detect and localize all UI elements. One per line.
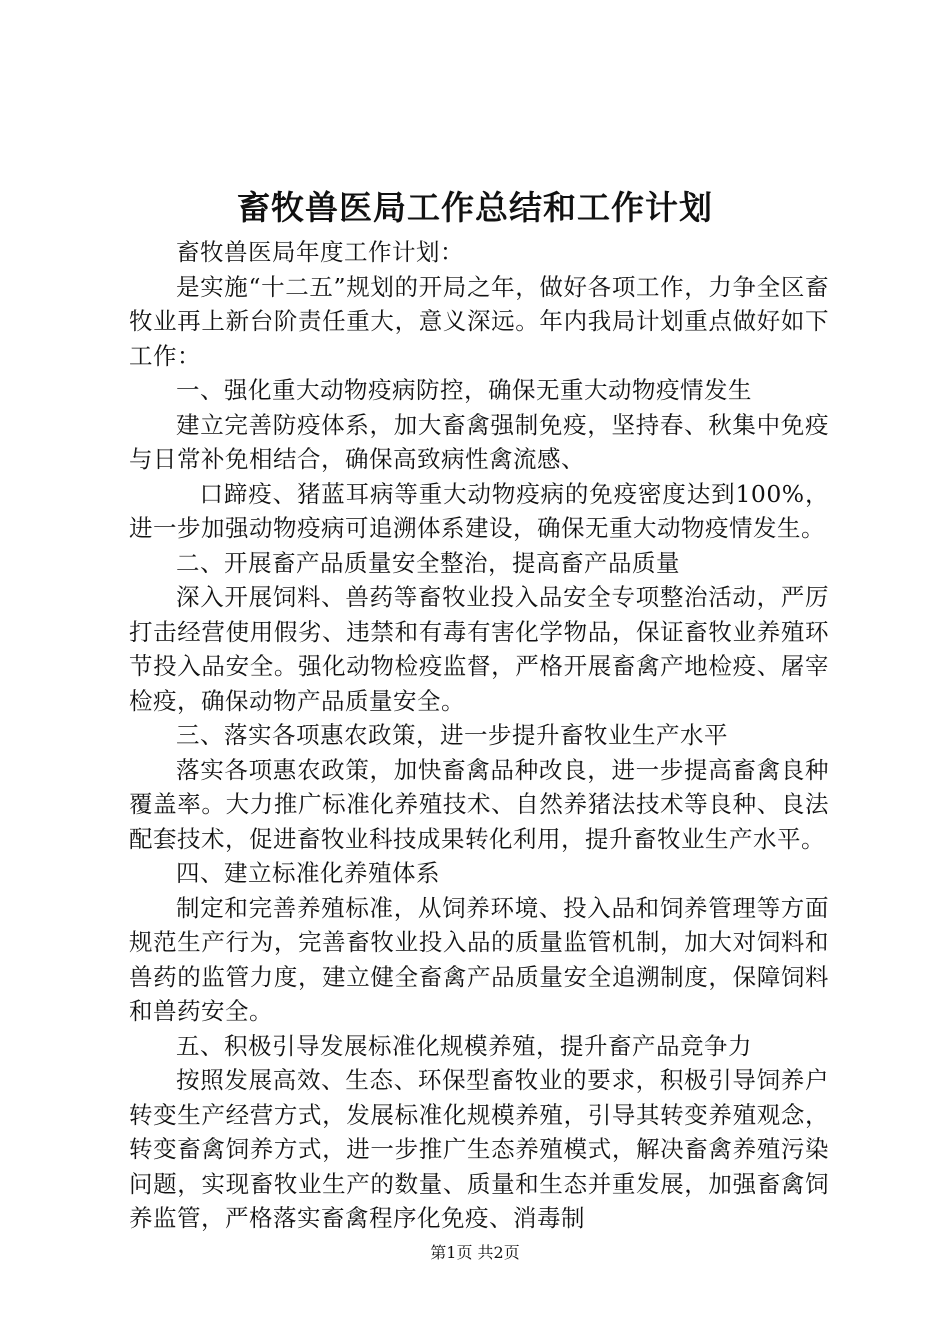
paragraph-section-1b: 口蹄疫、猪蓝耳病等重大动物疫病的免疫密度达到100%，进一步加强动物疫病可追溯体系建设，确保无重大动物疫情发生。 <box>129 479 829 542</box>
paragraph-section-1a: 建立完善防疫体系，加大畜禽强制免疫，坚持春、秋集中免疫与日常补免相结合，确保高致病性禽流感、 <box>129 410 829 473</box>
paragraph-intro: 畜牧兽医局年度工作计划： <box>176 238 464 266</box>
section-heading-3: 三、落实各项惠农政策，进一步提升畜牧业生产水平 <box>176 721 728 749</box>
paragraph-section-3: 落实各项惠农政策，加快畜禽品种改良，进一步提高畜禽良种覆盖率。大力推广标准化养殖技术、自然养猪法技术等良种、良法配套技术，促进畜牧业科技成果转化利用，提升畜牧业生产水平。 <box>129 755 829 853</box>
paragraph-overview: 是实施“十二五”规划的开局之年，做好各项工作，力争全区畜牧业再上新台阶责任重大，意义深远。年内我局计划重点做好如下工作： <box>129 272 829 370</box>
section-heading-4: 四、建立标准化养殖体系 <box>176 859 440 887</box>
paragraph-section-4: 制定和完善养殖标准，从饲养环境、投入品和饲养管理等方面规范生产行为，完善畜牧业投入品的质量监管机制，加大对饲料和兽药的监管力度，建立健全畜禽产品质量安全追溯制度，保障饲料和兽药安全。 <box>129 893 829 1025</box>
section-heading-5: 五、积极引导发展标准化规模养殖，提升畜产品竞争力 <box>176 1031 752 1060</box>
section-heading-2: 二、开展畜产品质量安全整治，提高畜产品质量 <box>176 548 680 577</box>
document-body <box>129 235 829 1236</box>
page-footer: 第1页 共2页 <box>430 1243 520 1262</box>
paragraph-section-2: 深入开展饲料、兽药等畜牧业投入品安全专项整治活动，严厉打击经营使用假劣、违禁和有毒有害化学物品，保证畜牧业养殖环节投入品安全。强化动物检疫监督，严格开展畜禽产地检疫、屠宰检疫，确保动物产品质量安全。 <box>129 583 829 715</box>
paragraph-section-5: 按照发展高效、生态、环保型畜牧业的要求，积极引导饲养户转变生产经营方式，发展标准化规模养殖，引导其转变养殖观念，转变畜禽饲养方式，进一步推广生态养殖模式，解决畜禽养殖污染问题，实现畜牧业生产的数量、质量和生态并重发展，加强畜禽饲养监管，严格落实畜禽程序化免疫、消毒制 <box>129 1066 829 1232</box>
section-heading-1: 一、强化重大动物疫病防控，确保无重大动物疫情发生 <box>176 376 752 404</box>
document-title: 畜牧兽医局工作总结和工作计划 <box>237 188 713 227</box>
